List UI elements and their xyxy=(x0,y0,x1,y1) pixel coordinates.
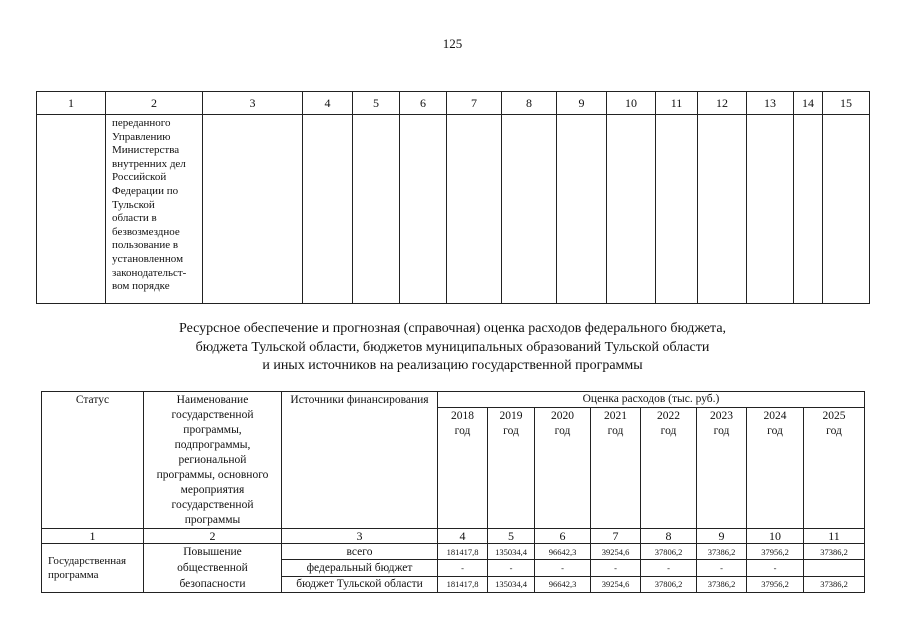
text-line: безвозмездное xyxy=(112,225,180,238)
text-line: вом порядке xyxy=(112,280,170,293)
god-label: год xyxy=(554,424,571,437)
column-number: 9 xyxy=(697,529,747,544)
value-cell: 96642,3 xyxy=(535,576,591,592)
value-cell: 37386,2 xyxy=(804,576,865,592)
text-line: установленном xyxy=(112,252,184,265)
year-header xyxy=(747,407,804,528)
heading-line: и иных источников на реализацию государственной программы xyxy=(262,358,643,373)
header-line: региональной xyxy=(178,454,247,466)
god-label: год xyxy=(660,424,677,437)
heading-line: Ресурсное обеспечение и прогнозная (справочная) оценка расходов федерального бюджета, xyxy=(178,321,727,336)
year-header xyxy=(535,407,591,528)
year-label: 2023 xyxy=(710,409,733,422)
god-label: год xyxy=(713,424,730,437)
table-cell xyxy=(747,115,794,304)
column-number: 4 xyxy=(438,529,488,544)
value-cell: - xyxy=(535,560,591,576)
column-number: 5 xyxy=(488,529,535,544)
header-line: программы, основного xyxy=(156,469,269,481)
column-number-row xyxy=(42,529,865,544)
header-line: подпрограммы, xyxy=(174,439,251,451)
column-number: 13 xyxy=(747,92,794,115)
heading-line: бюджета Тульской области, бюджетов муниципальных образований Тульской области xyxy=(195,339,710,355)
value-cell: - xyxy=(747,560,804,576)
value-cell: - xyxy=(591,560,641,576)
god-label: год xyxy=(607,424,624,437)
column-number: 11 xyxy=(804,529,865,544)
column-number: 14 xyxy=(794,92,823,115)
sources-header: Источники финансирования xyxy=(282,392,438,529)
table-cell xyxy=(823,115,870,304)
header-line: государственной xyxy=(171,499,254,511)
column-number: 1 xyxy=(42,529,144,544)
column-number: 10 xyxy=(747,529,804,544)
table-row xyxy=(42,544,865,560)
column-number: 12 xyxy=(698,92,747,115)
text-line: Повышение xyxy=(183,546,242,558)
value-cell: - xyxy=(697,560,747,576)
text-line: Управлению xyxy=(112,130,171,143)
estimate-header: Оценка расходов (тыс. руб.) xyxy=(438,392,865,408)
value-cell: 135034,4 xyxy=(488,576,535,592)
column-number: 8 xyxy=(502,92,557,115)
god-label: год xyxy=(454,424,471,437)
text-line: переданного xyxy=(112,117,171,129)
year-header xyxy=(438,407,488,528)
column-number-row xyxy=(37,92,870,115)
header-line: программы, xyxy=(183,424,242,436)
column-number: 15 xyxy=(823,92,870,115)
column-number: 7 xyxy=(591,529,641,544)
year-label: 2018 xyxy=(451,409,474,422)
value-cell: 96642,3 xyxy=(535,544,591,560)
header-line: государственной xyxy=(171,409,254,421)
column-number: 11 xyxy=(656,92,698,115)
column-number: 5 xyxy=(353,92,400,115)
text-line: внутренних дел xyxy=(112,157,186,170)
table-cell xyxy=(303,115,353,304)
status-header: Статус xyxy=(42,392,144,529)
text-line: программа xyxy=(48,569,99,581)
table-cell xyxy=(203,115,303,304)
year-header xyxy=(804,407,865,528)
year-header xyxy=(488,407,535,528)
section-heading xyxy=(0,320,905,376)
year-label: 2020 xyxy=(551,409,574,422)
year-header xyxy=(591,407,641,528)
column-number: 8 xyxy=(641,529,697,544)
value-cell: 135034,4 xyxy=(488,544,535,560)
column-number: 10 xyxy=(607,92,656,115)
text-line: безопасности xyxy=(179,578,246,590)
column-number: 4 xyxy=(303,92,353,115)
text-line: Министерства xyxy=(112,144,180,157)
year-header xyxy=(697,407,747,528)
god-label: год xyxy=(826,424,842,437)
text-line: общественной xyxy=(177,562,248,574)
value-cell: - xyxy=(438,560,488,576)
header-line: мероприятия xyxy=(180,484,245,496)
header-line: программы xyxy=(184,514,241,526)
text-line: Федерации по xyxy=(112,184,179,197)
continuation-table xyxy=(36,91,870,304)
value-cell: 181417,8 xyxy=(438,576,488,592)
year-label: 2025 xyxy=(822,409,846,422)
table-cell xyxy=(698,115,747,304)
year-label: 2019 xyxy=(499,409,523,422)
source-cell: всего xyxy=(282,544,438,560)
table-cell xyxy=(447,115,502,304)
resource-table xyxy=(41,391,865,593)
year-label: 2024 xyxy=(763,409,787,422)
column-number: 7 xyxy=(447,92,502,115)
year-label: 2021 xyxy=(604,409,627,422)
value-cell: 37806,2 xyxy=(641,576,697,592)
text-line: законодательст- xyxy=(112,266,187,279)
text-line: Государственная xyxy=(48,555,127,567)
value-cell: 37386,2 xyxy=(804,544,865,560)
god-label: год xyxy=(503,424,519,437)
value-cell: 37386,2 xyxy=(697,576,747,592)
text-line: области в xyxy=(112,212,157,225)
program-name-cell xyxy=(144,544,282,593)
text-line: пользование в xyxy=(112,239,179,252)
text-line: Российской xyxy=(112,171,167,184)
table-cell xyxy=(794,115,823,304)
table-cell xyxy=(353,115,400,304)
column-number: 2 xyxy=(144,529,282,544)
value-cell: - xyxy=(488,560,535,576)
value-cell xyxy=(804,560,865,576)
value-cell: 39254,6 xyxy=(591,544,641,560)
source-cell: федеральный бюджет xyxy=(282,560,438,576)
column-number: 6 xyxy=(535,529,591,544)
god-label: год xyxy=(767,424,783,437)
name-header xyxy=(144,392,282,529)
value-cell: 37386,2 xyxy=(697,544,747,560)
table-cell xyxy=(37,115,106,304)
value-cell: 37806,2 xyxy=(641,544,697,560)
column-number: 9 xyxy=(557,92,607,115)
header-row xyxy=(42,392,865,408)
column-number: 1 xyxy=(37,92,106,115)
table-cell xyxy=(557,115,607,304)
page-number: 125 xyxy=(442,36,463,51)
table-cell xyxy=(656,115,698,304)
value-cell: - xyxy=(641,560,697,576)
column-number: 2 xyxy=(106,92,203,115)
column-number: 3 xyxy=(203,92,303,115)
text-line: Тульской xyxy=(112,198,155,211)
value-cell: 37956,2 xyxy=(747,544,804,560)
table-cell xyxy=(502,115,557,304)
year-label: 2022 xyxy=(657,409,680,422)
column-number: 6 xyxy=(400,92,447,115)
table-cell xyxy=(607,115,656,304)
table-cell xyxy=(400,115,447,304)
value-cell: 37956,2 xyxy=(747,576,804,592)
status-cell xyxy=(42,544,144,593)
description-cell xyxy=(106,115,203,304)
year-header xyxy=(641,407,697,528)
source-cell: бюджет Тульской области xyxy=(282,576,438,592)
header-line: Наименование xyxy=(176,394,249,406)
value-cell: 39254,6 xyxy=(591,576,641,592)
table-row xyxy=(37,115,870,304)
column-number: 3 xyxy=(282,529,438,544)
value-cell: 181417,8 xyxy=(438,544,488,560)
